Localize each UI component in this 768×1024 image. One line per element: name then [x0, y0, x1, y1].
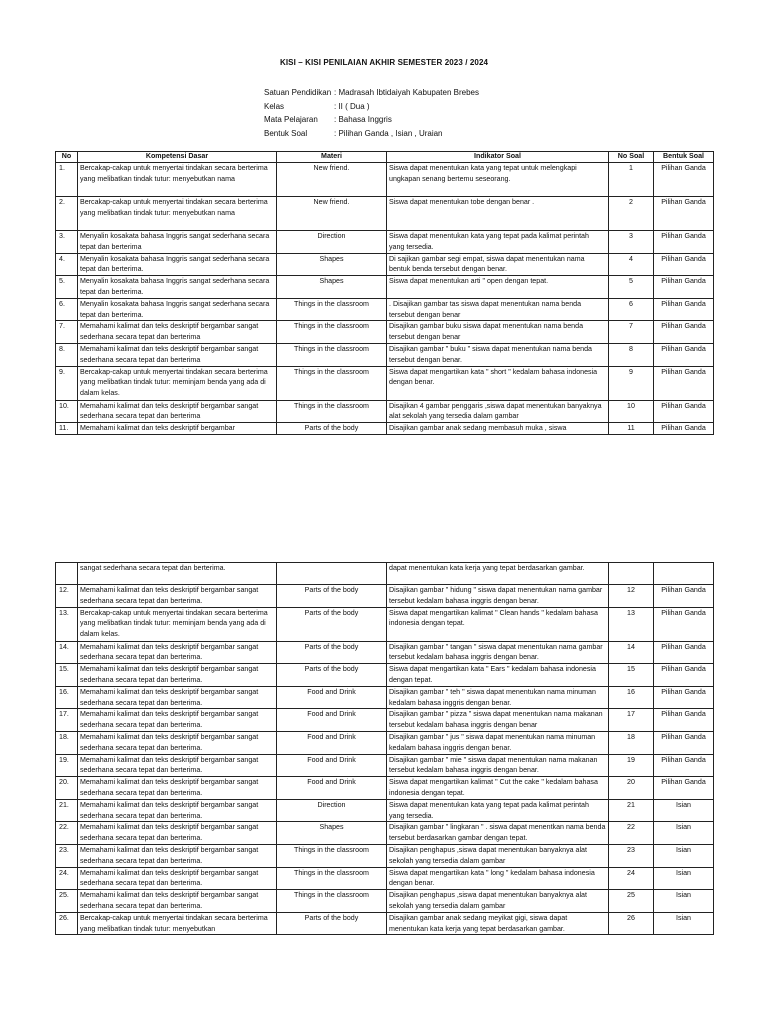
cell-bentuk-soal: Isian: [654, 799, 714, 822]
cell-no-soal: 9: [609, 366, 654, 400]
cell-bentuk-soal: Pilihan Ganda: [654, 754, 714, 777]
cell-indikator-soal: Siswa dapat mengartikan kalimat " Clean hands " kedalam bahasa indonesia dengan tepat.: [387, 607, 609, 641]
cell-kompetensi-dasar: Menyalin kosakata bahasa Inggris sangat sederhana secara tepat dan berterima.: [78, 276, 277, 299]
cell-indikator-soal: Disajikan gambar anak sedang membasuh muka , siswa: [387, 423, 609, 435]
cell-bentuk-soal: Pilihan Ganda: [654, 664, 714, 687]
cell-bentuk-soal: Pilihan Ganda: [654, 298, 714, 321]
cell-kompetensi-dasar: Bercakap-cakap untuk menyertai tindakan secara berterima yang melibatkan tindak tutur: meminjam benda yang ada di dalam kelas.: [78, 607, 277, 641]
cell-materi: Food and Drink: [277, 731, 387, 754]
cell-no-soal: 3: [609, 231, 654, 254]
cell-kompetensi-dasar: Memahami kalimat dan teks deskriptif bergambar sangat sederhana secara tepat dan berterima.: [78, 709, 277, 732]
cell-no-soal: 17: [609, 709, 654, 732]
cell-no-soal: 12: [609, 585, 654, 608]
table-row: [56, 423, 714, 435]
table-row: [56, 400, 714, 423]
cell-no-soal: 19: [609, 754, 654, 777]
cell-kompetensi-dasar: Memahami kalimat dan teks deskriptif bergambar sangat sederhana secara tepat dan berterima.: [78, 731, 277, 754]
cell-materi: Things in the classroom: [277, 298, 387, 321]
table-row: [56, 163, 714, 197]
cell-indikator-soal: Di sajikan gambar segi empat, siswa dapat menentukan nama bentuk benda tersebut dengan benar.: [387, 253, 609, 276]
cell-no: 17.: [56, 709, 78, 732]
cell-no-soal: 14: [609, 641, 654, 664]
cell-kompetensi-dasar: Menyalin kosakata bahasa Inggris sangat sederhana secara tepat dan berterima.: [78, 253, 277, 276]
header-no: No: [56, 152, 78, 163]
cell-indikator-soal: Disajikan 4 gambar penggaris ,siswa dapat menentukan banyaknya alat sekolah yang tersedia dalam gambar: [387, 400, 609, 423]
table-row: [56, 641, 714, 664]
table-row: [56, 686, 714, 709]
table-row: [56, 321, 714, 344]
header-materi: Materi: [277, 152, 387, 163]
cell-indikator-soal: . Disajikan gambar tas siswa dapat menentukan nama benda tersebut dengan benar: [387, 298, 609, 321]
table-header-row: [56, 152, 714, 163]
cell-materi: Parts of the body: [277, 641, 387, 664]
cell-no-soal: 5: [609, 276, 654, 299]
cell-kompetensi-dasar: sangat sederhana secara tepat dan berterima.: [78, 563, 277, 585]
cell-no: 7.: [56, 321, 78, 344]
cell-indikator-soal: Disajikan gambar anak sedang meyikat gigi, siswa dapat menentukan kata kerja yang tepat berdasarkan gambar.: [387, 912, 609, 935]
header-indikator-soal: Indikator Soal: [387, 152, 609, 163]
cell-materi: [277, 563, 387, 585]
cell-no: 19.: [56, 754, 78, 777]
cell-no: 15.: [56, 664, 78, 687]
cell-bentuk-soal: Isian: [654, 890, 714, 913]
cell-kompetensi-dasar: Memahami kalimat dan teks deskriptif bergambar sangat sederhana secara tepat dan berterima.: [78, 664, 277, 687]
cell-indikator-soal: Siswa dapat menentukan tobe dengan benar .: [387, 197, 609, 231]
cell-materi: Things in the classroom: [277, 343, 387, 366]
info-label: Bentuk Soal: [264, 128, 308, 138]
table-row: [56, 298, 714, 321]
cell-no-soal: 26: [609, 912, 654, 935]
cell-no-soal: 20: [609, 777, 654, 800]
table-row: [56, 844, 714, 867]
cell-materi: Food and Drink: [277, 686, 387, 709]
cell-no: 22.: [56, 822, 78, 845]
cell-kompetensi-dasar: Memahami kalimat dan teks deskriptif bergambar sangat sederhana secara tepat dan berterima.: [78, 844, 277, 867]
cell-bentuk-soal: Pilihan Ganda: [654, 253, 714, 276]
cell-indikator-soal: Disajikan gambar " jus " siswa dapat menentukan nama minuman kedalam bahasa inggris dengan benar.: [387, 731, 609, 754]
cell-materi: Things in the classroom: [277, 400, 387, 423]
cell-no-soal: 11: [609, 423, 654, 435]
cell-kompetensi-dasar: Bercakap-cakap untuk menyertai tindakan secara berterima yang melibatkan tindak tutur: menyebutkan nama: [78, 163, 277, 197]
cell-no: 23.: [56, 844, 78, 867]
cell-materi: Food and Drink: [277, 709, 387, 732]
cell-materi: Things in the classroom: [277, 366, 387, 400]
cell-no-soal: 21: [609, 799, 654, 822]
cell-indikator-soal: Disajikan gambar " mie " siswa dapat menentukan nama makanan tersebut kedalam bahasa inggris dengan benar.: [387, 754, 609, 777]
cell-bentuk-soal: Isian: [654, 822, 714, 845]
cell-no: 6.: [56, 298, 78, 321]
cell-indikator-soal: Disajikan gambar " lingkaran " . siswa dapat menentkan nama benda tersebut berdasarkan gambar dengan tepat.: [387, 822, 609, 845]
cell-no: 13.: [56, 607, 78, 641]
cell-no: 21.: [56, 799, 78, 822]
cell-kompetensi-dasar: Memahami kalimat dan teks deskriptif bergambar sangat sederhana secara tepat dan berterima.: [78, 799, 277, 822]
cell-indikator-soal: Siswa dapat mengartikan kata " long " kedalam bahasa indonesia dengan benar.: [387, 867, 609, 890]
table-row: [56, 197, 714, 231]
cell-indikator-soal: Siswa dapat menentukan kata yang tepat pada kalimat perintah yang tersedia.: [387, 231, 609, 254]
cell-kompetensi-dasar: Memahami kalimat dan teks deskriptif bergambar sangat sederhana secara tepat dan berterima.: [78, 754, 277, 777]
cell-bentuk-soal: Pilihan Ganda: [654, 321, 714, 344]
header-bentuk-soal: Bentuk Soal: [654, 152, 714, 163]
document-info: [264, 86, 479, 140]
cell-kompetensi-dasar: Memahami kalimat dan teks deskriptif bergambar sangat sederhana secara tepat dan berterima: [78, 400, 277, 423]
cell-no-soal: 8: [609, 343, 654, 366]
info-row: [264, 86, 479, 100]
cell-indikator-soal: Siswa dapat menentukan kata yang tepat untuk melengkapi ungkapan senang bertemu seseorang.: [387, 163, 609, 197]
cell-materi: Parts of the body: [277, 664, 387, 687]
cell-indikator-soal: Siswa dapat menentukan arti " open dengan tepat.: [387, 276, 609, 299]
cell-no: 18.: [56, 731, 78, 754]
cell-bentuk-soal: Pilihan Ganda: [654, 163, 714, 197]
cell-materi: Things in the classroom: [277, 890, 387, 913]
cell-no-soal: 13: [609, 607, 654, 641]
table-row: [56, 607, 714, 641]
cell-no: [56, 563, 78, 585]
cell-materi: Things in the classroom: [277, 321, 387, 344]
cell-materi: Shapes: [277, 822, 387, 845]
cell-bentuk-soal: Pilihan Ganda: [654, 641, 714, 664]
cell-indikator-soal: Siswa dapat mengartikan kalimat " Cut the cake " kedalam bahasa indonesia dengan tepat.: [387, 777, 609, 800]
table-row: [56, 563, 714, 585]
cell-no: 2.: [56, 197, 78, 231]
table-body: [56, 163, 714, 435]
cell-kompetensi-dasar: Memahami kalimat dan teks deskriptif bergambar sangat sederhana secara tepat dan berterima.: [78, 822, 277, 845]
cell-no: 5.: [56, 276, 78, 299]
cell-indikator-soal: Disajikan gambar " tangan " siswa dapat menentukan nama gambar tersebut kedalam bahasa inggris dengan benar.: [387, 641, 609, 664]
cell-no-soal: 15: [609, 664, 654, 687]
cell-bentuk-soal: Pilihan Ganda: [654, 276, 714, 299]
cell-bentuk-soal: Pilihan Ganda: [654, 731, 714, 754]
cell-kompetensi-dasar: Memahami kalimat dan teks deskriptif bergambar sangat sederhana secara tepat dan berterima: [78, 343, 277, 366]
info-label: Satuan Pendidikan: [264, 88, 332, 97]
cell-no: 9.: [56, 366, 78, 400]
cell-no-soal: 4: [609, 253, 654, 276]
cell-bentuk-soal: Isian: [654, 912, 714, 935]
cell-bentuk-soal: Pilihan Ganda: [654, 423, 714, 435]
cell-kompetensi-dasar: Memahami kalimat dan teks deskriptif bergambar sangat sederhana secara tepat dan berterima.: [78, 890, 277, 913]
cell-bentuk-soal: Pilihan Ganda: [654, 343, 714, 366]
table-row: [56, 912, 714, 935]
cell-bentuk-soal: Pilihan Ganda: [654, 686, 714, 709]
cell-materi: Shapes: [277, 253, 387, 276]
info-label: Mata Pelajaran: [264, 115, 318, 124]
cell-indikator-soal: dapat menentukan kata kerja yang tepat berdasarkan gambar.: [387, 563, 609, 585]
cell-indikator-soal: Disajikan gambar " teh " siswa dapat menentukan nama minuman kedalam bahasa inggris dengan benar.: [387, 686, 609, 709]
cell-kompetensi-dasar: Bercakap-cakap untuk menyertai tindakan secara berterima yang melibatkan tindak tutur: menyebutkan nama: [78, 197, 277, 231]
cell-no: 20.: [56, 777, 78, 800]
cell-bentuk-soal: Pilihan Ganda: [654, 366, 714, 400]
info-value: : Bahasa Inggris: [334, 115, 392, 124]
table-row: [56, 799, 714, 822]
cell-no-soal: 22: [609, 822, 654, 845]
cell-indikator-soal: Siswa dapat mengartikan kata " Ears " kedalam bahasa indonesia dengan tepat.: [387, 664, 609, 687]
table-row: [56, 822, 714, 845]
cell-kompetensi-dasar: Menyalin kosakata bahasa Inggris sangat sederhana secara tepat dan berterima: [78, 231, 277, 254]
cell-no-soal: 6: [609, 298, 654, 321]
cell-no: 8.: [56, 343, 78, 366]
cell-bentuk-soal: Pilihan Ganda: [654, 400, 714, 423]
cell-indikator-soal: Disajikan gambar " pizza " siswa dapat menentukan nama makanan tersebut kedalam bahasa inggris dengan benar: [387, 709, 609, 732]
cell-no-soal: 25: [609, 890, 654, 913]
table-row: [56, 276, 714, 299]
cell-no-soal: 24: [609, 867, 654, 890]
cell-indikator-soal: Disajikan gambar " buku " siswa dapat menentukan nama benda tersebut dengan benar.: [387, 343, 609, 366]
cell-kompetensi-dasar: Memahami kalimat dan teks deskriptif bergambar sangat sederhana secara tepat dan berterima.: [78, 641, 277, 664]
cell-materi: Parts of the body: [277, 607, 387, 641]
cell-bentuk-soal: Pilihan Ganda: [654, 777, 714, 800]
cell-materi: Direction: [277, 799, 387, 822]
cell-kompetensi-dasar: Memahami kalimat dan teks deskriptif bergambar sangat sederhana secara tepat dan berterima: [78, 321, 277, 344]
table-row: [56, 777, 714, 800]
table-body: [56, 563, 714, 935]
cell-kompetensi-dasar: Memahami kalimat dan teks deskriptif bergambar sangat sederhana secara tepat dan berterima.: [78, 777, 277, 800]
table-row: [56, 890, 714, 913]
cell-kompetensi-dasar: Menyalin kosakata bahasa Inggris sangat sederhana secara tepat dan berterima.: [78, 298, 277, 321]
cell-bentuk-soal: Pilihan Ganda: [654, 197, 714, 231]
table-row: [56, 664, 714, 687]
cell-kompetensi-dasar: Bercakap-cakap untuk menyertai tindakan secara berterima yang melibatkan tindak tutur: menyebutkan: [78, 912, 277, 935]
cell-indikator-soal: Disajikan gambar " hidung " siswa dapat menentukan nama gambar tersebut kedalam bahasa inggris dengan benar.: [387, 585, 609, 608]
cell-materi: Direction: [277, 231, 387, 254]
cell-indikator-soal: Disajikan gambar buku siswa dapat menentukan nama benda tersebut dengan benar: [387, 321, 609, 344]
cell-kompetensi-dasar: Memahami kalimat dan teks deskriptif bergambar sangat sederhana secara tepat dan berterima.: [78, 686, 277, 709]
cell-bentuk-soal: Pilihan Ganda: [654, 231, 714, 254]
cell-no: 14.: [56, 641, 78, 664]
table-row: [56, 231, 714, 254]
table-row: [56, 731, 714, 754]
cell-kompetensi-dasar: Memahami kalimat dan teks deskriptif bergambar sangat sederhana secara tepat dan berterima.: [78, 585, 277, 608]
table-row: [56, 709, 714, 732]
cell-bentuk-soal: [654, 563, 714, 585]
header-no-soal: No Soal: [609, 152, 654, 163]
info-row: [264, 113, 479, 127]
cell-materi: Parts of the body: [277, 585, 387, 608]
table-row: [56, 754, 714, 777]
cell-materi: New friend.: [277, 197, 387, 231]
cell-no: 26.: [56, 912, 78, 935]
info-value: : Pilihan Ganda , Isian , Uraian: [334, 128, 443, 138]
cell-materi: Food and Drink: [277, 777, 387, 800]
cell-no-soal: 16: [609, 686, 654, 709]
table-row: [56, 253, 714, 276]
document-title: KISI – KISI PENILAIAN AKHIR SEMESTER 2023 / 2024: [279, 58, 489, 67]
cell-bentuk-soal: Isian: [654, 844, 714, 867]
info-value: : II ( Dua ): [334, 101, 370, 111]
cell-materi: Parts of the body: [277, 912, 387, 935]
cell-no-soal: 2: [609, 197, 654, 231]
cell-no: 1.: [56, 163, 78, 197]
cell-materi: Parts of the body: [277, 423, 387, 435]
cell-no: 10.: [56, 400, 78, 423]
cell-materi: Things in the classroom: [277, 844, 387, 867]
cell-no-soal: [609, 563, 654, 585]
cell-bentuk-soal: Pilihan Ganda: [654, 585, 714, 608]
info-value: : Madrasah Ibtidaiyah Kabupaten Brebes: [334, 88, 479, 97]
cell-materi: Things in the classroom: [277, 867, 387, 890]
cell-no-soal: 18: [609, 731, 654, 754]
cell-no-soal: 23: [609, 844, 654, 867]
cell-no: 3.: [56, 231, 78, 254]
cell-no: 4.: [56, 253, 78, 276]
cell-indikator-soal: Siswa dapat mengartikan kata " short " kedalam bahasa indonesia dengan benar.: [387, 366, 609, 400]
kisi-table-page-2: [55, 562, 714, 935]
cell-no-soal: 1: [609, 163, 654, 197]
table-row: [56, 366, 714, 400]
cell-kompetensi-dasar: Memahami kalimat dan teks deskriptif bergambar: [78, 423, 277, 435]
cell-no: 11.: [56, 423, 78, 435]
info-row: [264, 100, 479, 114]
header-kompetensi-dasar: Kompetensi Dasar: [78, 152, 277, 163]
cell-bentuk-soal: Isian: [654, 867, 714, 890]
cell-no-soal: 10: [609, 400, 654, 423]
cell-kompetensi-dasar: Bercakap-cakap untuk menyertai tindakan secara berterima yang melibatkan tindak tutur: meminjam benda yang ada di dalam kelas.: [78, 366, 277, 400]
cell-no-soal: 7: [609, 321, 654, 344]
cell-materi: Food and Drink: [277, 754, 387, 777]
cell-no: 24.: [56, 867, 78, 890]
info-row: [264, 127, 479, 141]
cell-indikator-soal: Siswa dapat menentukan kata yang tepat pada kalimat perintah yang tersedia.: [387, 799, 609, 822]
cell-no: 16.: [56, 686, 78, 709]
kisi-table-page-1: [55, 151, 714, 435]
table-row: [56, 343, 714, 366]
cell-bentuk-soal: Pilihan Ganda: [654, 607, 714, 641]
cell-kompetensi-dasar: Memahami kalimat dan teks deskriptif bergambar sangat sederhana secara tepat dan berterima.: [78, 867, 277, 890]
cell-materi: Shapes: [277, 276, 387, 299]
cell-no: 25.: [56, 890, 78, 913]
cell-materi: New friend.: [277, 163, 387, 197]
cell-indikator-soal: Disajikan penghapus ,siswa dapat menentukan banyaknya alat sekolah yang tersedia dalam gambar: [387, 890, 609, 913]
cell-no: 12.: [56, 585, 78, 608]
cell-indikator-soal: Disajikan penghapus ,siswa dapat menentukan banyaknya alat sekolah yang tersedia dalam gambar: [387, 844, 609, 867]
cell-bentuk-soal: Pilihan Ganda: [654, 709, 714, 732]
table-row: [56, 585, 714, 608]
info-label: Kelas: [264, 101, 285, 111]
table-row: [56, 867, 714, 890]
